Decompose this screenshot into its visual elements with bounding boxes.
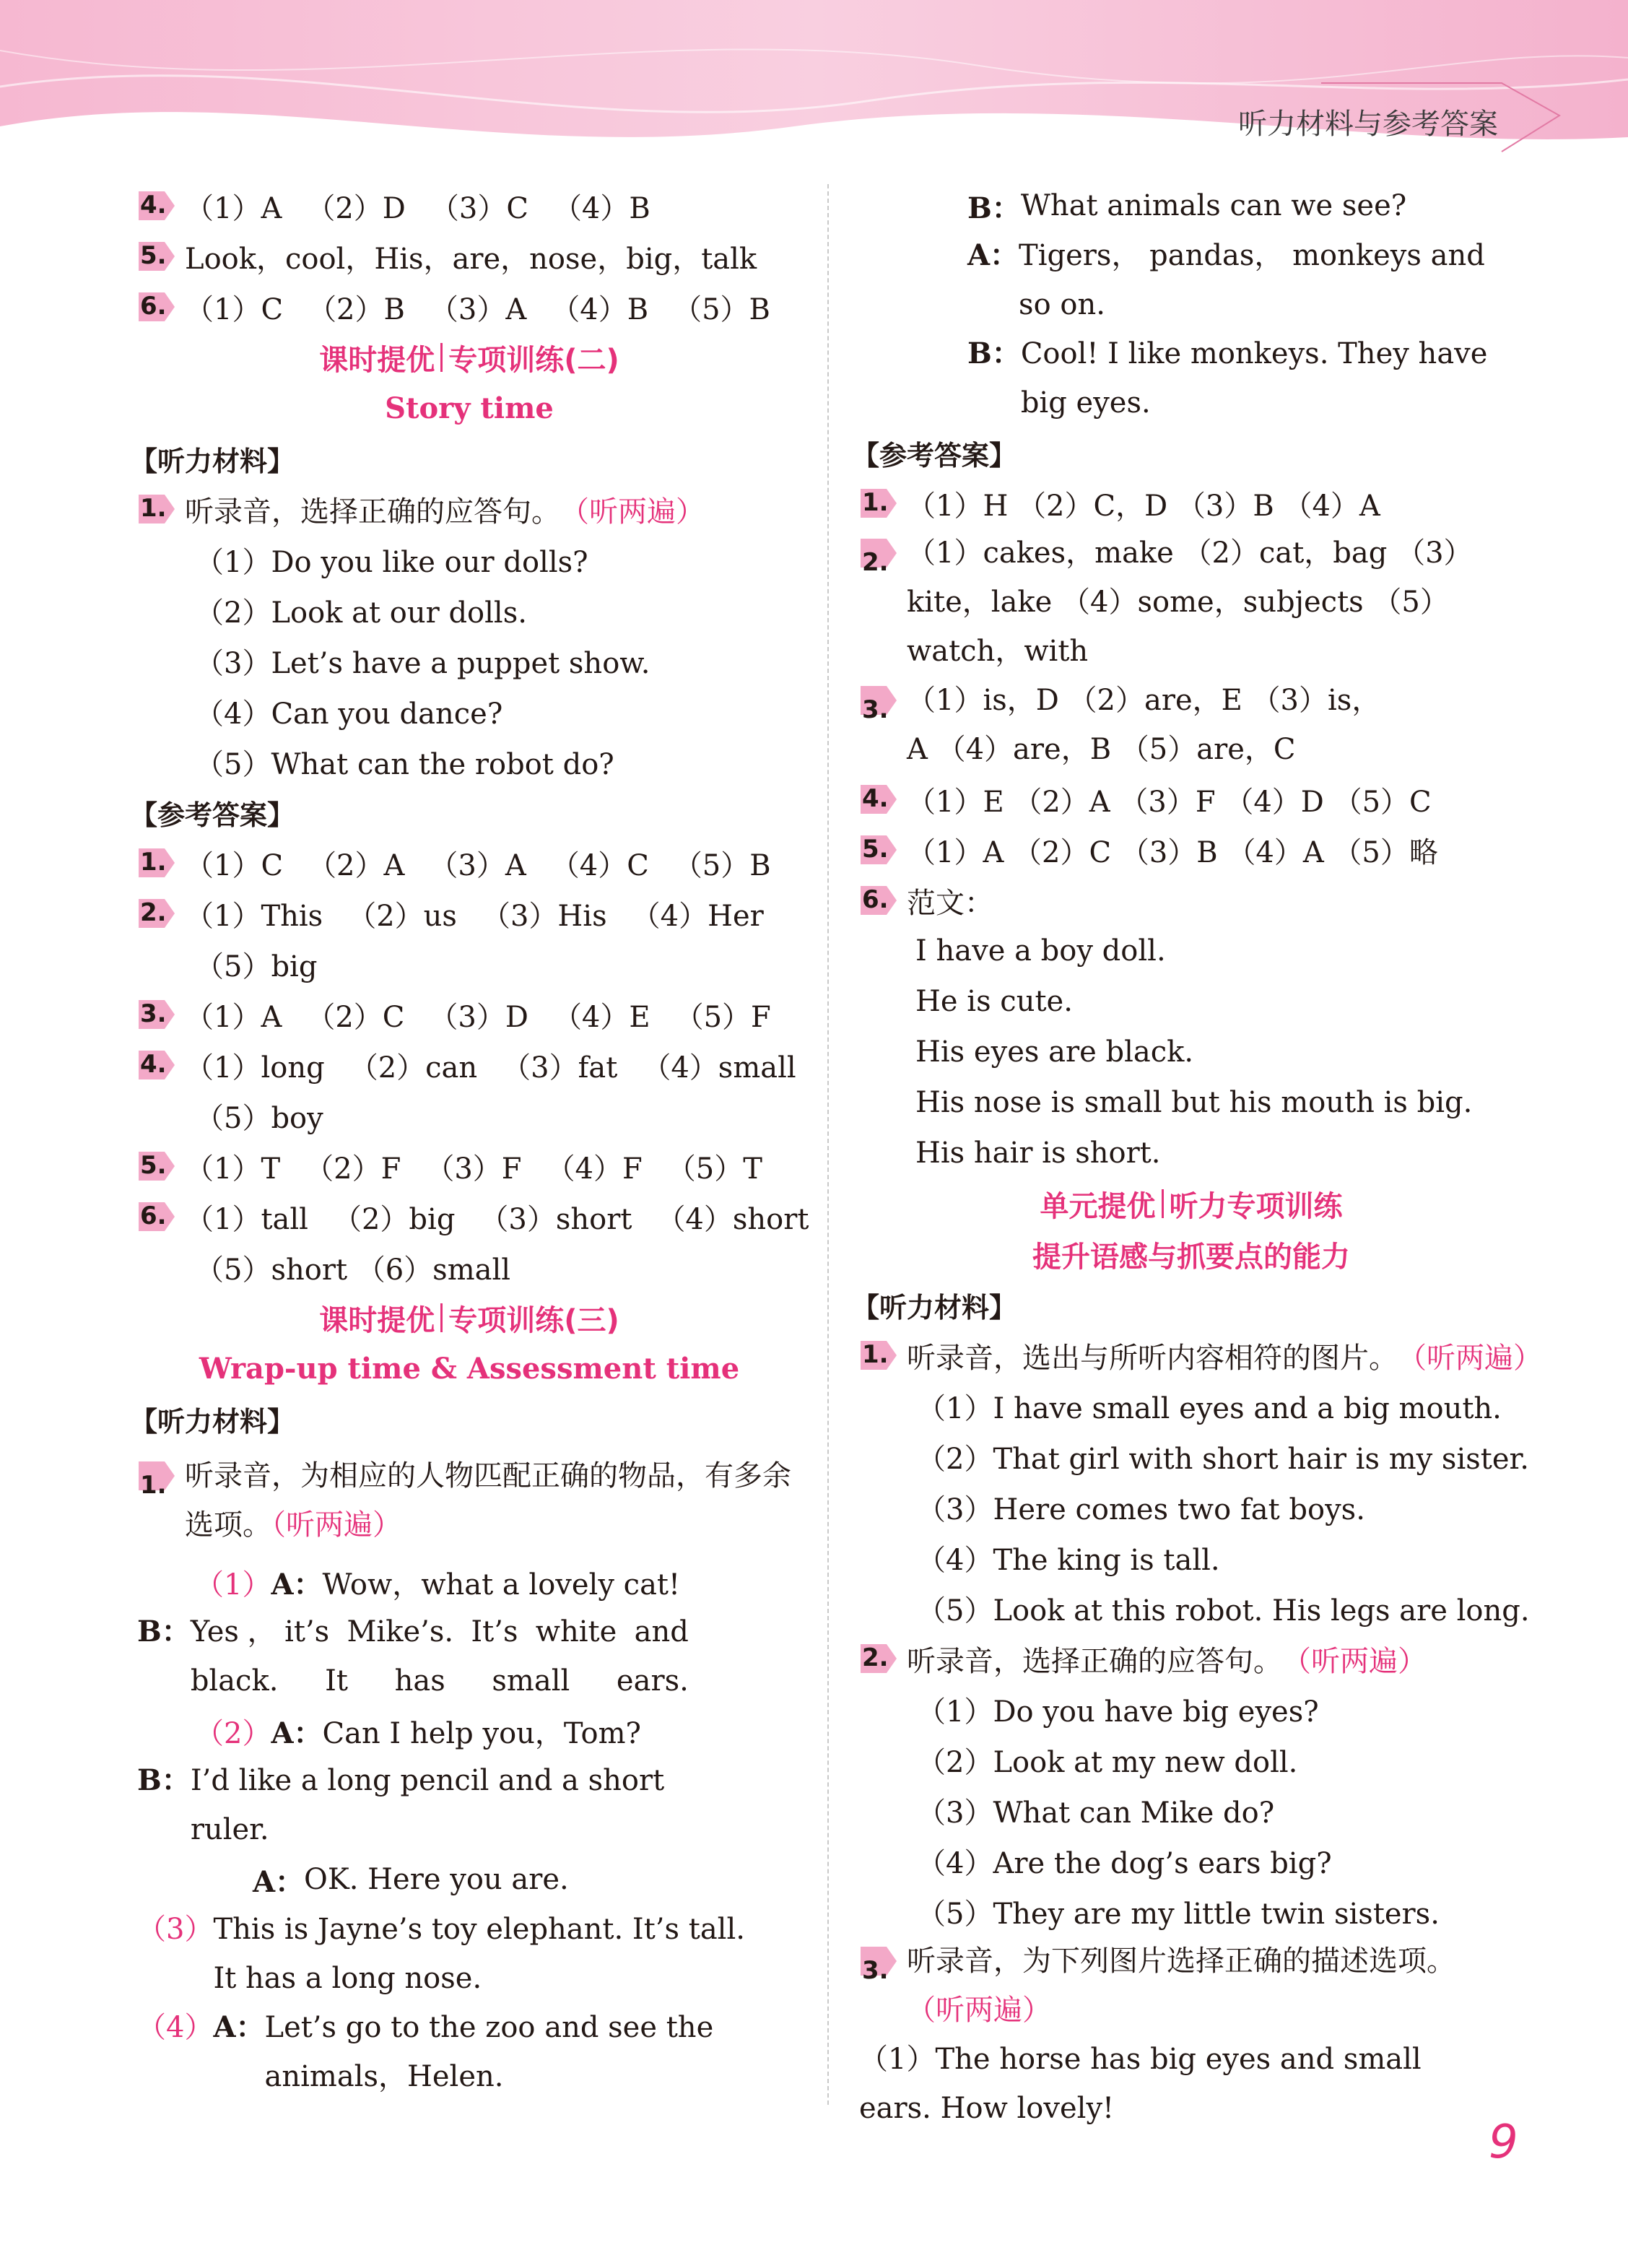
answer-line: [137, 888, 801, 939]
dialog-line: A： Tigers， pandas， monkeys and so on.: [967, 238, 1485, 321]
listening-label: 【听力材料】: [130, 445, 295, 477]
list-item: （4）Are the dog’s ears big?: [917, 1846, 1332, 1880]
answer-part: （3）A: [429, 292, 527, 326]
answer-part: （3）short: [479, 1202, 632, 1236]
answer-part: （4）Her: [631, 899, 764, 933]
question-number-badge: 3.: [859, 1945, 898, 1977]
dialog-line: （2） A： Can I help you，Tom?: [195, 1716, 641, 1750]
answer-line: [137, 181, 801, 231]
answer-line: [137, 231, 801, 282]
answer-part: （4）short: [656, 1202, 809, 1236]
answer-part: （1）tall: [185, 1202, 308, 1236]
question-text: 听录音，选择正确的应答句。: [907, 1644, 1282, 1678]
answer-line: [859, 875, 1523, 926]
answer-line: [137, 1040, 801, 1090]
essay-line: His nose is small but his mouth is big.: [915, 1086, 1473, 1119]
essay-line: He is cute.: [915, 985, 1073, 1018]
dialog-line: （1） A： Wow，what a lovely cat!: [195, 1567, 681, 1602]
answer-continuation: （5）short （6）small: [195, 1253, 511, 1287]
answer-text: （1）E （2）A （3）F （4）D （5）C: [907, 785, 1432, 819]
question-number-badge: 1.: [859, 487, 898, 519]
section-subtitle: 提升语感与抓要点的能力: [1032, 1240, 1350, 1274]
dialog-line: B： What animals can we see?: [967, 189, 1407, 225]
section-title: 课时提优 专项训练(三): [319, 1303, 619, 1337]
essay-line: I have a boy doll.: [915, 934, 1166, 968]
answer-part: （2）big: [332, 1202, 456, 1236]
question-number-badge: 1.: [137, 1460, 176, 1492]
list-item: （5）What can the robot do?: [195, 747, 614, 781]
answer-part: （3）C: [430, 191, 528, 225]
essay-line: His hair is short.: [915, 1137, 1161, 1170]
answer-part: （4）F: [546, 1152, 643, 1186]
answer-line: [137, 989, 801, 1040]
answer-part: Look，cool，His，are，nose，big，talk: [185, 242, 757, 276]
dialog-line: B： Yes，it’s Mike’s. It’s white and black. It has small ears.: [137, 1615, 689, 1698]
answer-part: （2）D: [306, 191, 406, 225]
question-number-badge: 6.: [137, 291, 176, 323]
dialog-line: B： I’d like a long pencil and a short ruler.: [137, 1763, 665, 1846]
answer-part: （4）E: [552, 1000, 650, 1034]
answer-line: [859, 529, 1523, 676]
question-line: [859, 1330, 1542, 1381]
list-item: （3）Let’s have a puppet show.: [195, 646, 650, 680]
question-number-badge: 6.: [137, 1201, 176, 1233]
question-text: 听录音，为相应的人物匹配正确的物品，有多余选项。: [185, 1459, 791, 1542]
dialog-line: B： Cool! I like monkeys. They have big eyes.: [967, 336, 1488, 420]
section-title: 课时提优 专项训练(二): [319, 343, 619, 377]
list-item: （3）What can Mike do?: [917, 1796, 1275, 1830]
left-column: [130, 181, 809, 2101]
question-number-badge: 4.: [137, 190, 176, 222]
listening-label: 【听力材料】: [130, 1405, 295, 1438]
answer-part: （1）A: [185, 191, 282, 225]
list-item: （4）Can you dance?: [195, 697, 503, 731]
answer-part: （3）His: [481, 899, 607, 933]
list-item: （5）They are my little twin sisters.: [917, 1897, 1440, 1931]
answer-part: （3）fat: [502, 1051, 618, 1085]
list-item: （1）Do you like our dolls?: [195, 545, 588, 579]
list-item: （4）The king is tall.: [917, 1543, 1220, 1577]
question-number-badge: 3.: [859, 685, 898, 716]
answer-part: （4）B: [551, 292, 649, 326]
answer-part: （2）F: [305, 1152, 401, 1186]
answer-part: （2）A: [308, 848, 405, 882]
list-item: （5）Look at this robot. His legs are long.: [917, 1594, 1530, 1628]
right-column: [852, 181, 1542, 2133]
answer-part: （2）can: [349, 1051, 478, 1085]
answer-line: [859, 478, 1523, 529]
answer-part: （5）T: [666, 1152, 762, 1186]
answer-part: （4）C: [550, 848, 649, 882]
dialog-line: A： OK. Here you are.: [253, 1863, 569, 1899]
answer-line: [859, 774, 1523, 825]
answer-part: （1）C: [185, 848, 284, 882]
question-number-badge: 5.: [137, 240, 176, 272]
dialog-line: （4） A： Let’s go to the zoo and see the animals，Helen.: [137, 2010, 714, 2093]
answer-part: （1）long: [185, 1051, 325, 1085]
answer-line: [137, 1141, 801, 1191]
answer-part: （1）This: [185, 899, 323, 933]
answer-text: （1）H （2）C，D （3）B （4）A: [907, 489, 1380, 523]
essay-line: His eyes are black.: [915, 1035, 1194, 1069]
list-item: （1）Do you have big eyes?: [917, 1695, 1319, 1729]
question-text: 听录音，为下列图片选择正确的描述选项。: [907, 1945, 1455, 1978]
answer-text: （1）cakes，make （2）cat，bag （3）kite，lake （4）some，subjects （5）watch，with: [907, 536, 1473, 668]
question-number-badge: 1.: [137, 493, 176, 525]
answer-part: （3）F: [425, 1152, 522, 1186]
listen-twice-note: （听两遍）: [1282, 1644, 1427, 1678]
question-number-badge: 5.: [859, 834, 898, 866]
listen-twice-note: （听两遍）: [560, 495, 705, 529]
answer-part: （1）C: [185, 292, 284, 326]
listening-label: 【听力材料】: [852, 1291, 1017, 1324]
answer-part: （4）B: [552, 191, 650, 225]
question-line: [137, 484, 801, 534]
answer-part: （1）A: [185, 1000, 282, 1034]
question-line: [859, 1633, 1523, 1684]
question-number-badge: 2.: [859, 1643, 898, 1674]
question-number-badge: 4.: [137, 1049, 176, 1081]
answers-label: 【参考答案】: [852, 439, 1017, 472]
listen-twice-note: （听两遍）: [907, 1994, 1051, 2027]
list-item: （1）I have small eyes and a big mouth.: [917, 1391, 1502, 1425]
question-number-badge: 5.: [137, 1150, 176, 1182]
answer-part: （5）B: [673, 848, 771, 882]
list-item: （3）Here comes two fat boys.: [917, 1493, 1365, 1526]
list-item: （1）The horse has big eyes and small ears. How lovely!: [859, 2043, 1422, 2125]
answer-line: [859, 676, 1523, 774]
answer-line: [137, 1191, 809, 1242]
header-title: 听力材料与参考答案: [1238, 108, 1498, 141]
answer-part: （4）small: [642, 1051, 796, 1085]
answer-line: [137, 838, 801, 888]
answer-line: [137, 282, 801, 332]
question-number-badge: 6.: [859, 885, 898, 916]
answer-part: （3）D: [429, 1000, 528, 1034]
question-number-badge: 4.: [859, 783, 898, 815]
question-number-badge: 3.: [137, 999, 176, 1030]
dialog-line: （3） This is Jayne’s toy elephant. It’s tall. It has a long nose.: [137, 1913, 745, 1995]
answer-text: （1）is，D （2）are，E （3）is，A （4）are，B （5）are，C: [907, 684, 1381, 766]
answer-part: （1）T: [185, 1152, 281, 1186]
list-item: （2）Look at our dolls.: [195, 596, 527, 630]
section-subtitle: Story time: [385, 391, 554, 425]
answer-part: （5）F: [674, 1000, 771, 1034]
question-line: [137, 1444, 801, 1557]
page-number: 9: [1489, 2116, 1518, 2169]
column-divider: [827, 184, 829, 2105]
list-item: （2）That girl with short hair is my sister.: [917, 1442, 1529, 1476]
answers-label: 【参考答案】: [130, 799, 295, 831]
question-text: 听录音，选择正确的应答句。: [185, 495, 560, 529]
answer-part: （3）A: [429, 848, 526, 882]
question-number-badge: 2.: [859, 537, 898, 569]
answer-continuation: （5）boy: [195, 1101, 323, 1135]
answer-part: （5）B: [673, 292, 770, 326]
list-item: （2）Look at my new doll.: [917, 1745, 1298, 1779]
answer-continuation: （5）big: [195, 950, 318, 983]
answer-part: （2）C: [306, 1000, 405, 1034]
section-title: 单元提优 听力专项训练: [1040, 1189, 1343, 1223]
answer-part: （2）us: [347, 899, 457, 933]
answer-part: （2）B: [308, 292, 405, 326]
question-line: [859, 1937, 1523, 2035]
listen-twice-note: （听两遍）: [1398, 1341, 1542, 1375]
section-subtitle: Wrap-up time & Assessment time: [199, 1351, 740, 1386]
question-number-badge: 1.: [137, 847, 176, 879]
question-number-badge: 1.: [859, 1339, 898, 1371]
question-text: 听录音，选出与所听内容相符的图片。: [907, 1341, 1398, 1375]
listen-twice-note: （听两遍）: [271, 1508, 401, 1542]
question-number-badge: 2.: [137, 898, 176, 929]
answer-text: （1）A （2）C （3）B （4）A （5）略: [907, 835, 1438, 869]
answer-text: 范文：: [907, 886, 993, 920]
answer-line: [859, 825, 1523, 875]
